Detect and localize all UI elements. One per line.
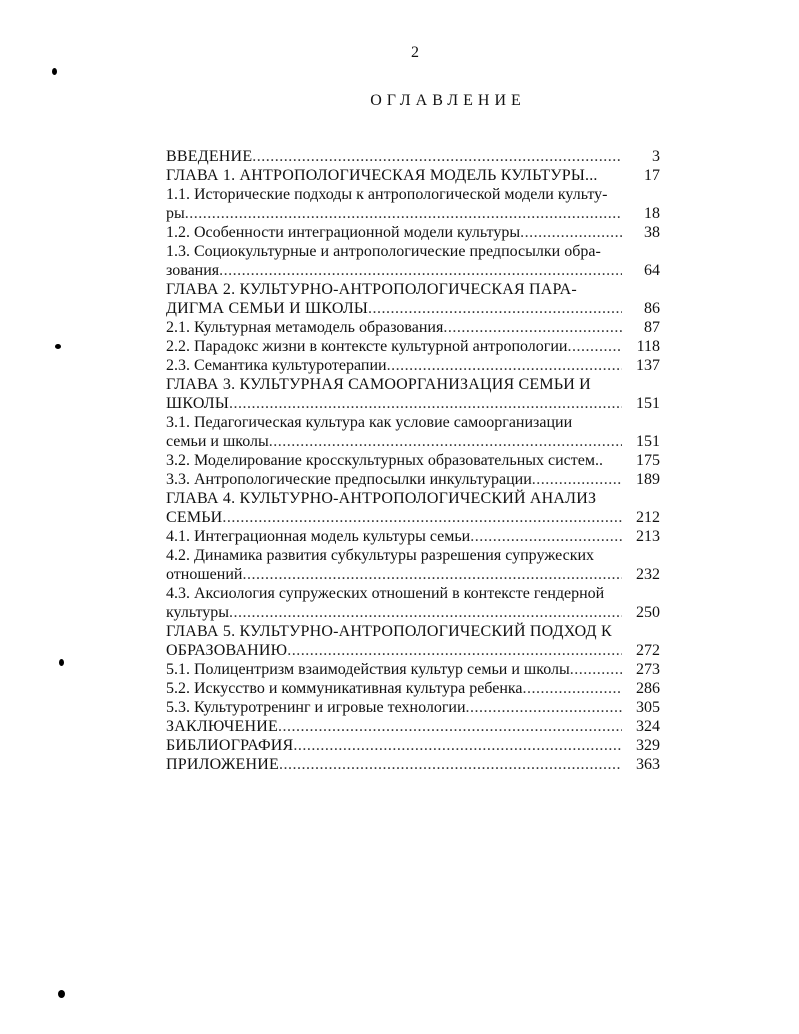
toc-entry [166, 508, 660, 527]
toc-entry-text: ГЛАВА 2. КУЛЬТУРНО-АНТРОПОЛОГИЧЕСКАЯ ПАРА- [166, 281, 577, 298]
dot-leader [278, 717, 622, 736]
toc-entry-page: 38 [644, 224, 660, 241]
toc-entry [166, 717, 660, 736]
dot-leader [532, 470, 622, 489]
toc-entry-page: 286 [636, 680, 660, 697]
toc-entry [166, 356, 660, 375]
toc-entry [166, 204, 660, 223]
dot-leader [287, 641, 622, 660]
toc-entry [166, 261, 660, 280]
toc-entry [166, 679, 660, 698]
toc-entry-text: ГЛАВА 3. КУЛЬТУРНАЯ САМООРГАНИЗАЦИЯ СЕМЬИ И [166, 376, 591, 393]
dot-leader [443, 318, 622, 337]
toc-entry-page: 18 [644, 205, 660, 222]
toc-entry [166, 565, 660, 584]
toc-entry-text: 1.3. Социокультурные и антропологические предпосылки обра- [166, 243, 601, 260]
toc-entry-text: СЕМЬИ [166, 509, 223, 526]
toc-entry-page: 250 [636, 604, 660, 621]
toc-entry-text: культуры [166, 604, 230, 621]
toc-entry-page: 273 [636, 661, 660, 678]
toc-entry-text: 4.1. Интеграционная модель культуры семьи [166, 528, 471, 545]
dot-leader [523, 679, 622, 698]
toc-entry [166, 755, 660, 774]
toc-entry-page: 363 [636, 756, 660, 773]
toc-entry-page: 272 [636, 642, 660, 659]
toc-entry-page: 189 [636, 471, 660, 488]
scan-mark [59, 659, 64, 666]
toc-entry-page: 118 [636, 338, 660, 355]
dot-leader [229, 394, 622, 413]
toc-entry-text: зования [166, 262, 220, 279]
toc-entry [166, 147, 660, 166]
toc-entry-page: 151 [636, 395, 660, 412]
dot-leader [368, 299, 622, 318]
toc-entry-text: семьи и школы [166, 433, 269, 450]
toc-entry [166, 736, 660, 755]
toc-entry-text: ГЛАВА 1. АНТРОПОЛОГИЧЕСКАЯ МОДЕЛЬ КУЛЬТУРЫ... [166, 167, 598, 184]
toc-entry-text: ШКОЛЫ [166, 395, 229, 412]
toc-entry [166, 698, 660, 717]
toc-entry-text: 3.1. Педагогическая культура как условие самоорганизации [166, 414, 573, 431]
dot-leader [387, 356, 622, 375]
toc-entry-text: 4.3. Аксиология супружеских отношений в контексте гендерной [166, 585, 605, 602]
dot-leader [229, 603, 622, 622]
toc-entry [166, 470, 660, 489]
dot-leader [219, 261, 622, 280]
toc-entry-text: ЗАКЛЮЧЕНИЕ [166, 718, 278, 735]
toc-entry [166, 622, 660, 641]
scan-mark [58, 990, 65, 998]
toc-entry-page: 213 [636, 528, 660, 545]
toc-entry [166, 641, 660, 660]
toc-entry [166, 394, 660, 413]
toc-entry-text: ПРИЛОЖЕНИЕ [166, 756, 280, 773]
toc-entry [166, 546, 660, 565]
dot-leader [293, 736, 622, 755]
toc-title: ОГЛАВЛЕНИЕ [370, 92, 526, 109]
toc-entry [166, 584, 660, 603]
toc-entry-text: 5.2. Искусство и коммуникативная культура ребенка [166, 680, 523, 697]
toc-entry-text: ВВЕДЕНИЕ [166, 148, 253, 165]
scan-mark [55, 344, 61, 349]
toc-entry [166, 413, 660, 432]
toc-entry [166, 318, 660, 337]
toc-entry-page: 305 [636, 699, 660, 716]
toc-entry [166, 527, 660, 546]
toc-entry-page: 86 [644, 300, 660, 317]
toc-entry [166, 223, 660, 242]
table-of-contents [166, 147, 660, 774]
toc-entry [166, 432, 660, 451]
toc-entry-page: 212 [636, 509, 660, 526]
toc-entry-text: ОБРАЗОВАНИЮ [166, 642, 288, 659]
toc-entry-text: 3.3. Антропологические предпосылки инкультурации [166, 471, 532, 488]
toc-entry [166, 337, 660, 356]
toc-entry-page: 232 [636, 566, 660, 583]
toc-entry-text: ГЛАВА 5. КУЛЬТУРНО-АНТРОПОЛОГИЧЕСКИЙ ПОДХОД К [166, 623, 612, 640]
toc-entry-page: 17 [644, 167, 660, 184]
toc-entry-text: 2.2. Парадокс жизни в контексте культурной антропологии [166, 338, 568, 355]
toc-entry-text: 4.2. Динамика развития субкультуры разрешения супружеских [166, 547, 595, 564]
page-number: 2 [411, 44, 419, 61]
toc-entry-text: 5.3. Культуротренинг и игровые технологии [166, 699, 466, 716]
toc-entry-page: 3 [652, 148, 660, 165]
toc-entry-text: отношений [166, 566, 243, 583]
toc-entry [166, 299, 660, 318]
toc-entry [166, 166, 660, 185]
toc-entry-text: 1.1. Исторические подходы к антропологической модели культу- [166, 186, 608, 203]
toc-entry-text: ры [166, 205, 185, 222]
toc-entry [166, 242, 660, 261]
dot-leader [466, 698, 622, 717]
dot-leader [252, 147, 622, 166]
toc-entry [166, 489, 660, 508]
toc-entry-page: 151 [636, 433, 660, 450]
toc-entry-text: 3.2. Моделирование кросскультурных образовательных систем.. [166, 452, 603, 469]
toc-entry-page: 324 [636, 718, 660, 735]
dot-leader [222, 508, 622, 527]
toc-entry [166, 603, 660, 622]
dot-leader [520, 223, 622, 242]
dot-leader [279, 755, 622, 774]
dot-leader [185, 204, 622, 223]
toc-entry [166, 375, 660, 394]
toc-entry-text: ГЛАВА 4. КУЛЬТУРНО-АНТРОПОЛОГИЧЕСКИЙ АНАЛИЗ [166, 490, 597, 507]
dot-leader [570, 660, 622, 679]
toc-entry [166, 185, 660, 204]
toc-entry-text: БИБЛИОГРАФИЯ [166, 737, 294, 754]
toc-entry [166, 451, 660, 470]
toc-entry-text: 1.2. Особенности интеграционной модели культуры [166, 224, 521, 241]
toc-entry-page: 175 [636, 452, 660, 469]
toc-entry-page: 137 [636, 357, 660, 374]
dot-leader [567, 337, 622, 356]
dot-leader [269, 432, 622, 451]
dot-leader [470, 527, 622, 546]
toc-entry-text: 2.3. Семантика культуротерапии [166, 357, 387, 374]
toc-entry [166, 660, 660, 679]
toc-entry-page: 329 [636, 737, 660, 754]
scan-mark [52, 68, 57, 75]
toc-entry-text: ДИГМА СЕМЬИ И ШКОЛЫ [166, 300, 369, 317]
toc-entry-page: 87 [644, 319, 660, 336]
dot-leader [242, 565, 622, 584]
toc-entry [166, 280, 660, 299]
toc-entry-text: 5.1. Полицентризм взаимодействия культур семьи и школы [166, 661, 570, 678]
toc-entry-page: 64 [644, 262, 660, 279]
toc-entry-text: 2.1. Культурная метамодель образования [166, 319, 444, 336]
